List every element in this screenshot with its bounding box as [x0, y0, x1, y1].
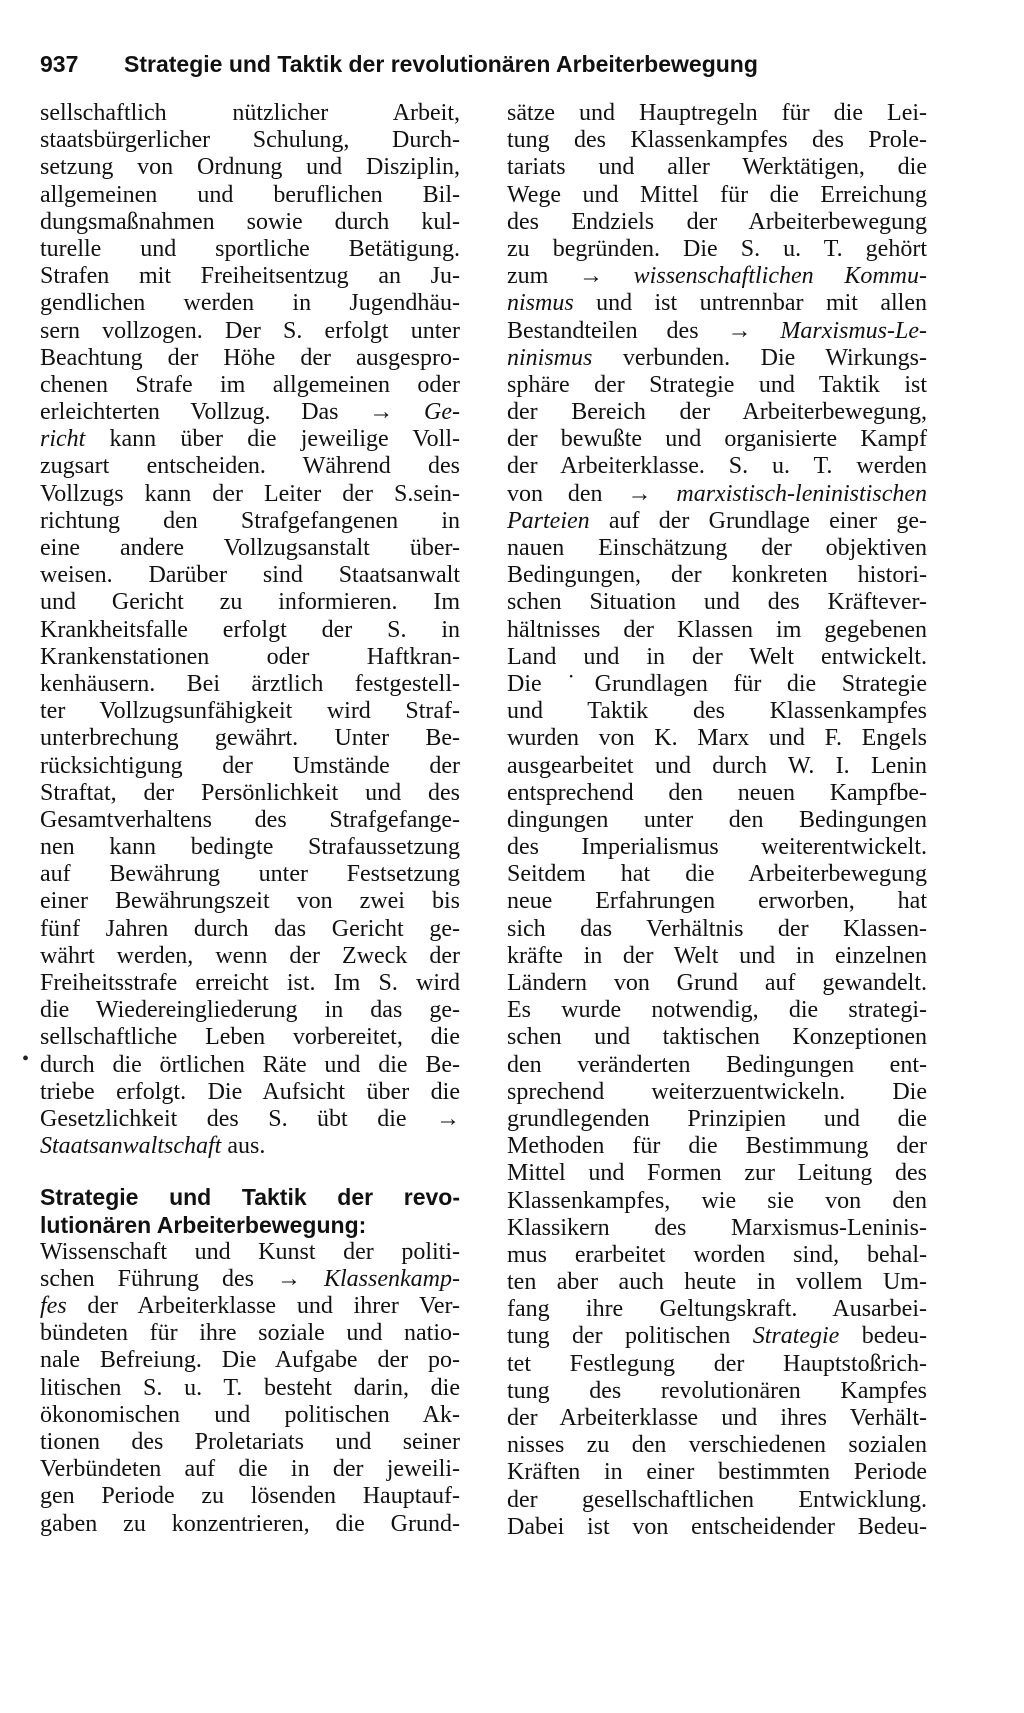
- running-header: [40, 44, 940, 84]
- cross-reference-term: Klassenkamp-: [301, 1265, 460, 1292]
- text-line: triebe erfolgt. Die Aufsicht über die: [40, 1078, 460, 1105]
- text-line: neue Erfahrungen erworben, hat: [507, 888, 927, 915]
- text-line: [507, 1323, 927, 1350]
- text-line: der Arbeiterklasse. S. u. T. werden: [507, 453, 927, 480]
- text-line: nale Befreiung. Die Aufgabe der po-: [40, 1347, 460, 1374]
- text-line: tung des revolutionären Kampfes: [507, 1377, 927, 1404]
- text-line: grundlegenden Prinzipien und die: [507, 1105, 927, 1132]
- cross-reference-arrow-icon: →: [627, 480, 652, 507]
- text-line: Freiheitsstrafe erreicht ist. Im S. wird: [40, 970, 460, 996]
- text-line: gendlichen werden in Jugendhäu-: [40, 290, 460, 317]
- text-line: des Endziels der Arbeiterbewegung: [507, 208, 927, 235]
- text-line: [40, 1133, 460, 1160]
- text-line: Seitdem hat die Arbeiterbewegung: [507, 861, 927, 888]
- text-line: Straftat, der Persönlichkeit und des: [40, 779, 460, 806]
- left-column: [40, 100, 460, 1538]
- text-line: [507, 345, 927, 372]
- text-line: tet Festlegung der Hauptstoßrich-: [507, 1350, 927, 1377]
- text-line: allgemeinen und beruflichen Bil-: [40, 181, 460, 208]
- text-line: eine andere Vollzugsanstalt über-: [40, 535, 460, 561]
- text-line: [40, 426, 460, 453]
- cross-reference-term: Ge-: [393, 399, 460, 426]
- text-line: gen Periode zu lösenden Hauptauf-: [40, 1483, 460, 1510]
- text-run: Gesetzlichkeit des S. übt die: [40, 1105, 436, 1132]
- cross-reference-term: fes: [40, 1293, 67, 1320]
- text-line: richtung den Strafgefangenen in: [40, 507, 460, 534]
- text-line: setzung von Ordnung und Disziplin,: [40, 154, 460, 181]
- text-line: staatsbürgerlicher Schulung, Durch-: [40, 127, 460, 154]
- text-line: [507, 263, 927, 290]
- text-line: Gesamtverhaltens des Strafgefange-: [40, 806, 460, 833]
- text-line: fang ihre Geltungskraft. Ausarbei-: [507, 1296, 927, 1323]
- text-line: Krankheitsfalle erfolgt der S. in: [40, 616, 460, 643]
- text-line: schen Situation und des Kräftever-: [507, 589, 927, 616]
- cross-reference-arrow-icon: →: [369, 399, 394, 426]
- cross-reference-arrow-icon: →: [436, 1105, 460, 1132]
- text-run: auf der Grundlage einer ge-: [589, 507, 927, 534]
- text-line: Wissenschaft und Kunst der politi-: [40, 1238, 460, 1265]
- text-line: der gesellschaftlichen Entwicklung.: [507, 1486, 927, 1513]
- cross-reference-term: Marxismus-Le-: [751, 317, 927, 344]
- text-line: nen kann bedingte Strafaussetzung: [40, 834, 460, 861]
- text-line: Vollzugs kann der Leiter der S.sein-: [40, 480, 460, 507]
- text-line: Verbündeten auf die in der jeweili-: [40, 1456, 460, 1483]
- text-line: des Imperialismus weiterentwickelt.: [507, 834, 927, 861]
- text-line: sellschaftliche Leben vorbereitet, die: [40, 1024, 460, 1051]
- text-line: chenen Strafe im allgemeinen oder: [40, 371, 460, 398]
- text-line: Kräften in einer bestimmten Periode: [507, 1459, 927, 1486]
- text-line: kräfte in der Welt und in einzelnen: [507, 942, 927, 969]
- text-line: zu begründen. Die S. u. T. gehört: [507, 235, 927, 262]
- text-line: tariats und aller Werktätigen, die: [507, 154, 927, 181]
- text-run: der Arbeiterklasse und ihrer Ver-: [66, 1293, 460, 1320]
- text-line: [40, 399, 460, 426]
- text-line: unterbrechung gewährt. Unter Be-: [40, 725, 460, 752]
- text-line: ökonomischen und politischen Ak-: [40, 1401, 460, 1428]
- text-line: Bedingungen, der konkreten histori-: [507, 562, 927, 589]
- text-line: tionen des Proletariats und seiner: [40, 1429, 460, 1455]
- text-line: auf Bewährung unter Festsetzung: [40, 861, 460, 888]
- text-run: zum: [507, 263, 579, 290]
- text-run: aus.: [221, 1133, 266, 1160]
- text-line: währt werden, wenn der Zweck der: [40, 942, 460, 969]
- text-line: Klassenkampfes, wie sie von den: [507, 1187, 927, 1214]
- text-line: der Bereich der Arbeiterbewegung,: [507, 399, 927, 426]
- text-line: [507, 290, 927, 317]
- text-line: turelle und sportliche Betätigung.: [40, 235, 460, 262]
- text-line: tung des Klassenkampfes des Prole-: [507, 127, 927, 154]
- right-column: [507, 100, 927, 1541]
- cross-reference-term: richt: [40, 426, 86, 453]
- text-line: einer Bewährungszeit von zwei bis: [40, 888, 460, 915]
- text-line: sich das Verhältnis der Klassen-: [507, 915, 927, 942]
- text-line: sprechend weiterzuentwickeln. Die: [507, 1078, 927, 1105]
- text-line: dungsmaßnahmen sowie durch kul-: [40, 208, 460, 235]
- cross-reference-term: nismus: [507, 290, 574, 317]
- text-line: mus erarbeitet worden sind, behal-: [507, 1241, 927, 1268]
- text-line: nauen Einschätzung der objektiven: [507, 535, 927, 561]
- text-line: durch die örtlichen Räte und die Be-: [40, 1051, 460, 1078]
- text-line: und Taktik des Klassenkampfes: [507, 698, 927, 725]
- text-run: Bestandteilen des: [507, 317, 728, 344]
- text-line: der bewußte und organisierte Kampf: [507, 426, 927, 453]
- text-line: den veränderten Bedingungen ent-: [507, 1051, 927, 1078]
- text-line: nisses zu den verschiedenen sozialen: [507, 1432, 927, 1459]
- cross-reference-arrow-icon: →: [727, 317, 752, 344]
- cross-reference-term: wissenschaftlichen Kommu-: [603, 263, 927, 290]
- text-line: sphäre der Strategie und Taktik ist: [507, 371, 927, 398]
- text-line: zugsart entscheiden. Während des: [40, 453, 460, 480]
- text-line: ten aber auch heute in vollem Um-: [507, 1269, 927, 1296]
- text-line: Beachtung der Höhe der ausgespro-: [40, 344, 460, 371]
- text-line: [507, 481, 927, 508]
- text-line: dingungen unter den Bedingungen: [507, 806, 927, 833]
- text-line: ausgearbeitet und durch W. I. Lenin: [507, 752, 927, 779]
- text-line: Methoden für die Bestimmung der: [507, 1133, 927, 1160]
- text-line: die Wiedereingliederung in das ge-: [40, 997, 460, 1024]
- text-run: und ist untrennbar mit allen: [573, 290, 927, 317]
- text-line: Krankenstationen oder Haftkran-: [40, 643, 460, 670]
- text-run: tung der politischen: [507, 1323, 753, 1350]
- text-line: entsprechend den neuen Kampfbe-: [507, 779, 927, 806]
- text-line: weisen. Darüber sind Staatsanwalt: [40, 562, 460, 589]
- text-line: ter Vollzugsunfähigkeit wird Straf-: [40, 698, 460, 725]
- text-line: Dabei ist von entscheidender Bedeu-: [507, 1513, 927, 1540]
- cross-reference-term: ninismus: [507, 344, 593, 371]
- text-run: verbunden. Die Wirkungs-: [592, 344, 927, 371]
- cross-reference-term: Parteien: [507, 507, 590, 534]
- text-line: Die ˙Grundlagen für die Strategie: [507, 670, 927, 697]
- text-run: schen Führung des: [40, 1265, 277, 1292]
- text-run: kann über die jeweilige Voll-: [85, 426, 460, 453]
- text-line: bündeten für ihre soziale und natio-: [40, 1320, 460, 1347]
- text-line: schen und taktischen Konzeptionen: [507, 1024, 927, 1051]
- entry-heading: lutionären Arbeiterbewegung:: [40, 1211, 367, 1238]
- text-line: Mittel und Formen zur Leitung des: [507, 1160, 927, 1187]
- page-number: 937: [40, 51, 79, 77]
- text-line: Strafen mit Freiheitsentzug an Ju-: [40, 263, 460, 290]
- text-line: kenhäusern. Bei ärztlich festgestell-: [40, 670, 460, 697]
- text-run: von den: [507, 480, 628, 507]
- text-line: gaben zu konzentrieren, die Grund-: [40, 1510, 460, 1537]
- margin-mark: •: [22, 1048, 30, 1070]
- text-line: fünf Jahren durch das Gericht ge-: [40, 915, 460, 942]
- text-line: der Arbeiterklasse und ihres Verhält-: [507, 1405, 927, 1431]
- text-line: Ländern von Grund auf gewandelt.: [507, 970, 927, 996]
- text-line: [40, 1293, 460, 1320]
- cross-reference-arrow-icon: →: [277, 1265, 301, 1292]
- text-line: litischen S. u. T. besteht darin, die: [40, 1374, 460, 1401]
- text-line: Land und in der Welt entwickelt.: [507, 643, 927, 670]
- running-title: Strategie und Taktik der revolutionären Arbeiterbewegung: [124, 51, 758, 77]
- text-line: und Gericht zu informieren. Im: [40, 589, 460, 616]
- text-line: [40, 1266, 460, 1293]
- text-line: sern vollzogen. Der S. erfolgt unter: [40, 317, 460, 344]
- text-run: bedeu-: [839, 1323, 927, 1350]
- cross-reference-term: marxistisch-leninistischen: [651, 480, 927, 507]
- text-line: [40, 1106, 460, 1133]
- text-line: [507, 318, 927, 345]
- cross-reference-term: Staatsanwaltschaft: [40, 1133, 222, 1160]
- text-line: Klassikern des Marxismus-Leninis-: [507, 1214, 927, 1241]
- emphasized-term: Strategie: [752, 1323, 840, 1350]
- text-line: sätze und Hauptregeln für die Lei-: [507, 100, 927, 126]
- text-line: wurden von K. Marx und F. Engels: [507, 725, 927, 752]
- paragraph-spacer: [40, 1160, 460, 1184]
- cross-reference-arrow-icon: →: [579, 263, 603, 290]
- entry-heading: Strategie und Taktik der revo-: [40, 1184, 460, 1211]
- text-line: hältnisses der Klassen im gegebenen: [507, 616, 927, 643]
- text-line: sellschaftlich nützlicher Arbeit,: [40, 100, 460, 126]
- text-line: Wege und Mittel für die Erreichung: [507, 181, 927, 208]
- text-line: Es wurde notwendig, die strategi-: [507, 997, 927, 1024]
- text-line: [507, 508, 927, 535]
- text-run: erleichterten Vollzug. Das: [40, 399, 370, 426]
- text-line: rücksichtigung der Umstände der: [40, 752, 460, 779]
